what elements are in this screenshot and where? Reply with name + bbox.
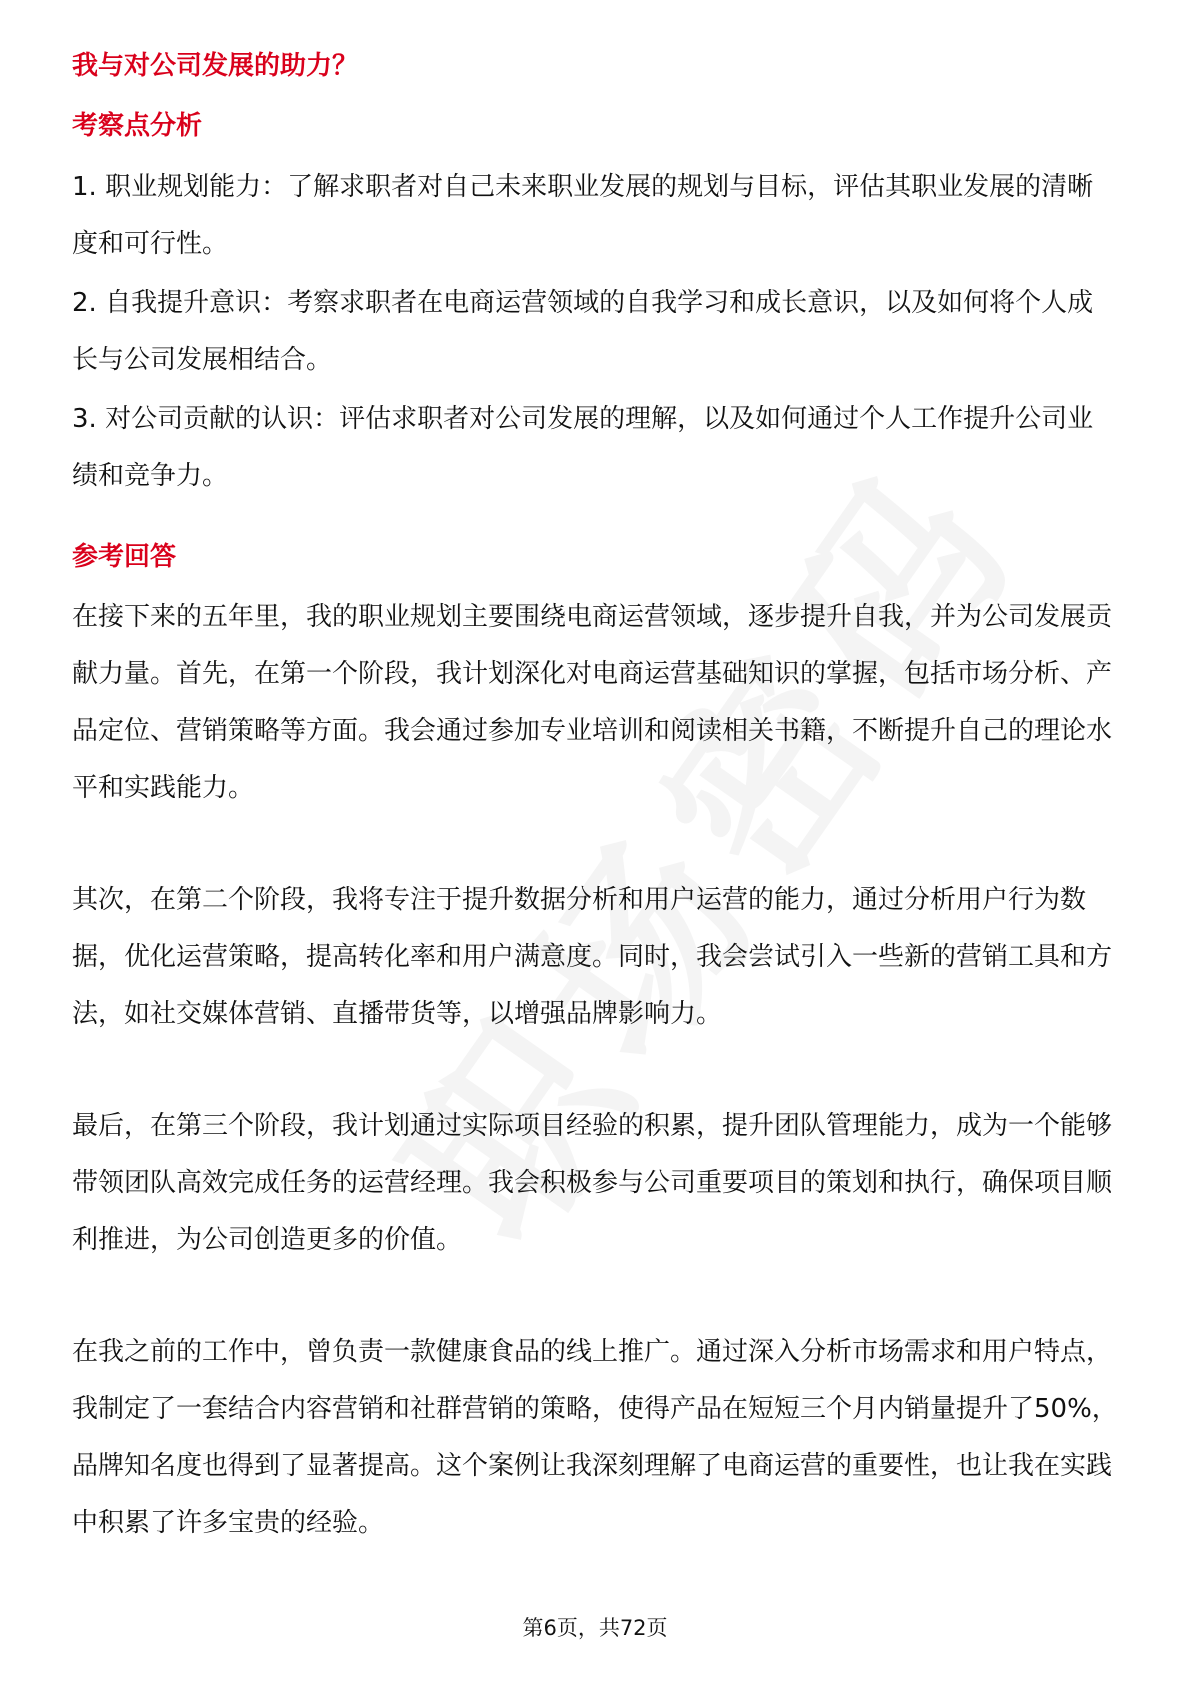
page-number: 第6页，共72页 [522,1616,668,1640]
answer-paragraphs [72,589,1118,1552]
analysis-heading: 考察点分析 [72,111,203,142]
document-body [72,48,1118,1552]
analysis-point: 3. 对公司贡献的认识：评估求职者对公司发展的理解，以及如何通过个人工作提升公司业绩和竞争力。 [72,403,1094,491]
answer-paragraph: 在接下来的五年里，我的职业规划主要围绕电商运营领域，逐步提升自我，并为公司发展贡献力量。首先，在第一个阶段，我计划深化对电商运营基础知识的掌握，包括市场分析、产品定位、营销策略等方面。我会通过参加专业培训和阅读相关书籍，不断提升自己的理论水平和实践能力。 [72,602,1113,804]
question-title: 我与对公司发展的助力？ [72,51,359,81]
analysis-points [72,159,1118,505]
answer-paragraph: 最后，在第三个阶段，我计划通过实际项目经验的积累，提升团队管理能力，成为一个能够带领团队高效完成任务的运营经理。我会积极参与公司重要项目的策划和执行，确保项目顺利推进，为公司创造更多的价值。 [72,1111,1113,1256]
analysis-point: 1. 职业规划能力：了解求职者对自己未来职业发展的规划与目标，评估其职业发展的清晰度和可行性。 [72,171,1094,259]
analysis-point: 2. 自我提升意识：考察求职者在电商运营领域的自我学习和成长意识，以及如何将个人成长与公司发展相结合。 [72,287,1094,375]
answer-paragraph: 其次，在第二个阶段，我将专注于提升数据分析和用户运营的能力，通过分析用户行为数据，优化运营策略，提高转化率和用户满意度。同时，我会尝试引入一些新的营销工具和方法，如社交媒体营销、直播带货等，以增强品牌影响力。 [72,885,1113,1030]
answer-heading: 参考回答 [72,541,177,572]
answer-paragraph: 在我之前的工作中，曾负责一款健康食品的线上推广。通过深入分析市场需求和用户特点，我制定了一套结合内容营销和社群营销的策略，使得产品在短短三个月内销量提升了50%，品牌知名度也得到了显著提高。这个案例让我深刻理解了电商运营的重要性，也让我在实践中积累了许多宝贵的经验。 [72,1337,1118,1539]
